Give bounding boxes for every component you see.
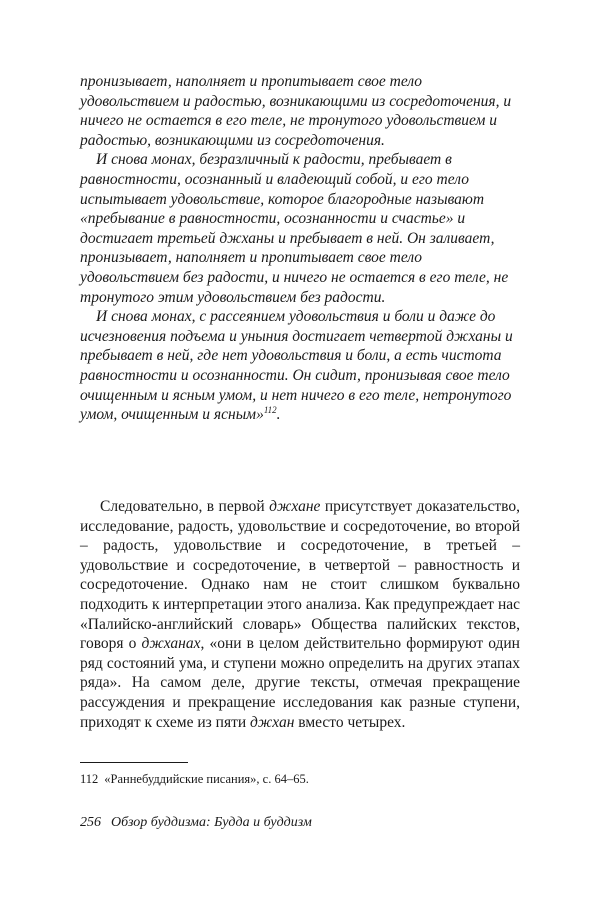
body-text-segment: , «они в целом действительно формируют один ряд состояний ума, и ступени можно определить на других этапах ряда». На самом деле, другие тексты, отмечая прекращение рассуждения и прекращение исследования как разные ступени, приходят к схеме из пяти [80, 635, 520, 731]
body-term-jhanas: джханах [141, 635, 201, 653]
quote-paragraph-last [80, 307, 520, 425]
body-term-jhan: джхан [250, 713, 295, 731]
footnote [80, 771, 520, 787]
footnote-divider [80, 762, 188, 763]
footnote-text: «Раннебуддийские писания», с. 64–65. [104, 772, 309, 786]
body-text-segment: Следовательно, в первой [100, 498, 270, 515]
running-title: Обзор буддизма: Будда и буддизм [111, 815, 312, 830]
footnote-reference[interactable]: 112 [263, 404, 277, 415]
footnote-number: 112 [80, 772, 99, 786]
body-text-segment: вместо четырех. [294, 713, 406, 731]
body-text-segment: присутствует доказательство, исследование, радость, удовольствие и сосредоточение, во второй – радость, удовольствие и сосредоточение, в третьей – удовольствие и сосредоточение, в четвертой – равностность и сосредоточение. Однако нам не стоит слишком буквально подходить к интерпретации этого анализа. Как предупреждает нас «Палийско-английский словарь» Общества палийских текстов, говоря о [80, 498, 520, 653]
quote-paragraph: пронизывает, наполняет и пропитывает свое тело удовольствием и радостью, возникающими из сосредоточения, и ничего не остается в его теле, не тронутого удовольствием и радостью, возникающими из сосредоточения. [80, 73, 512, 149]
block-quote [80, 72, 520, 425]
page-footer [80, 814, 520, 832]
quote-end-punctuation: . [276, 406, 281, 424]
body-term-jhana: джхане [269, 498, 321, 515]
body-paragraph [80, 497, 520, 732]
page-number: 256 [80, 815, 101, 830]
quote-paragraph-text: И снова монах, с рассеянием удовольствия и боли и даже до исчезновения подъема и уныния достигает четвертой джханы и пребывает в ней, где нет удовольствия и боли, а есть чистота равностности и осознанности. Он сидит, пронизывая свое тело очищенным и ясным умом, и нет ничего в его теле, нетронутого умом, очищенным и ясным» [80, 308, 513, 424]
quote-paragraph: И снова монах, безразличный к радости, пребывает в равностности, осознанный и владеющий собой, и его тело испытывает удовольствие, которое благородные называют «пребывание в равностности, осознанности и счастье» и достигает третьей джханы и пребывает в ней. Он заливает, пронизывает, наполняет и пропитывает свое тело удовольствием без радости, и ничего не остается в его теле, не тронутого этим удовольствием без радости. [80, 151, 509, 306]
